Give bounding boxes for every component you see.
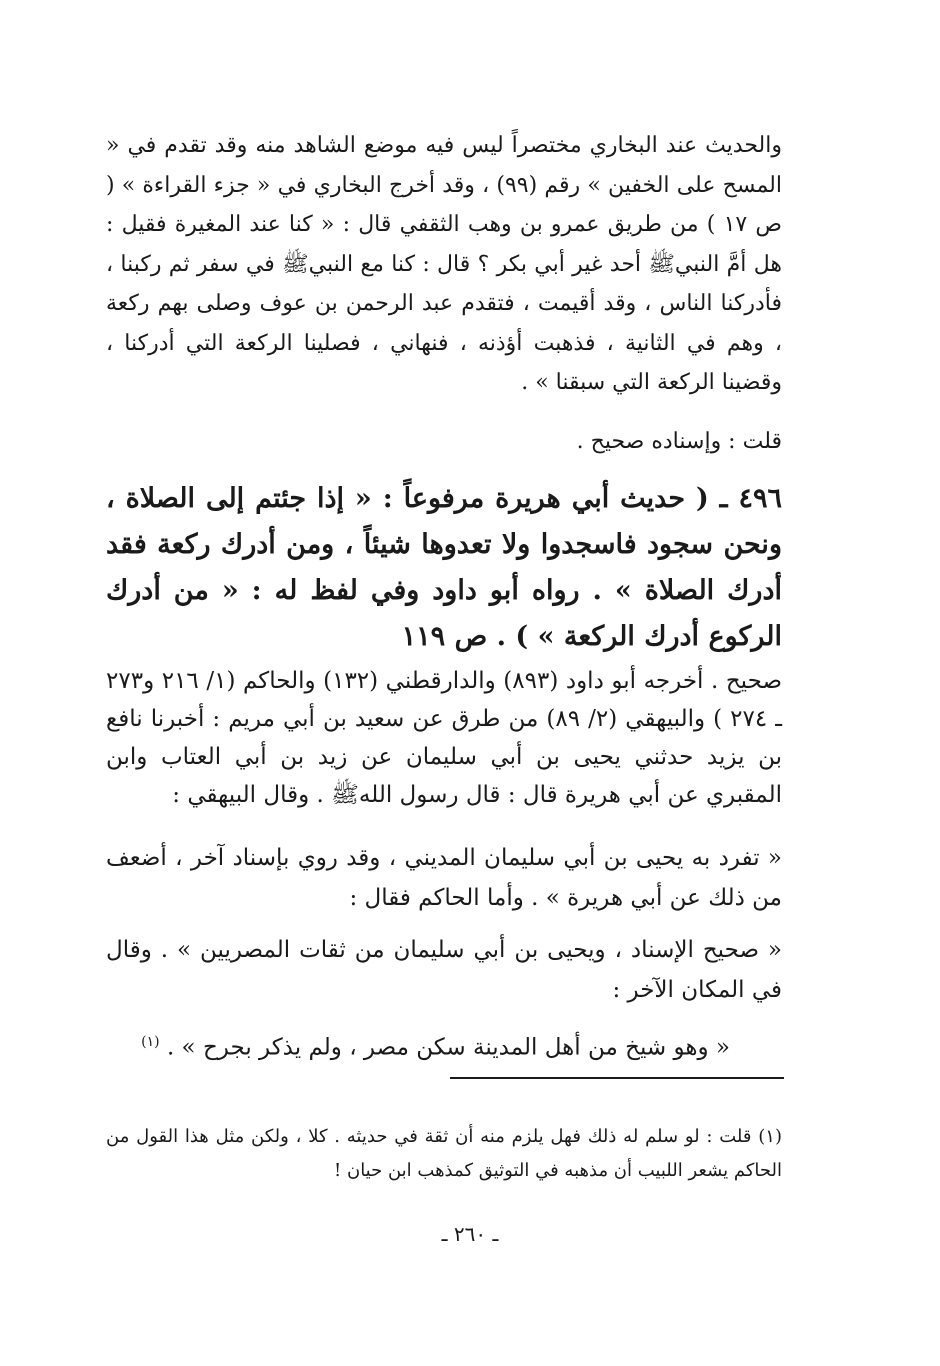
page-number: ـ ٢٦٠ ـ	[441, 1222, 499, 1246]
footnote-reference: (١)	[141, 1034, 160, 1050]
paragraph-hakim-quote: « صحيح الإسناد ، ويحيى بن أبي سليمان من ثقات المصريين » . وقال في المكان الآخر :	[106, 937, 782, 1003]
paragraph-hadith-496: ٤٩٦ ـ ( حديث أبي هريرة مرفوعاً : « إذا جئتم إلى الصلاة ، ونحن سجود فاسجدوا ولا تعدوها شيئاً ، ومن أدرك ركعة فقد أدرك الصلاة » . رواه أبو داود وفي لفظ له : « من أدرك الركوع أدرك الركعة » ) . ص ١١٩	[106, 483, 782, 652]
footnote: (١) قلت : لو سلم له ذلك فهل يلزم منه أن ثقة في حديثه . كلا ، ولكن مثل هذا القول من الحاكم يشعر اللبيب أن مذهبه في التوثيق كمذهب ابن حيان !	[106, 1126, 782, 1181]
paragraph-isnad-note: قلت : وإسناده صحيح .	[576, 429, 782, 454]
paragraph-takhrij: صحيح . أخرجه أبو داود (٨٩٣) والدارقطني (١٣٢) والحاكم (١/ ٢١٦ و٢٧٣ ـ ٢٧٤ ) والبيهقي (٢/ ٨٩) من طرق عن سعيد بن أبي مريم : أخبرنا نافع بن يزيد حدثني يحيى بن أبي سليمان عن زيد بن أبي العتاب وابن المقبري عن أبي هريرة قال : قال رسول اللهﷺ . وقال البيهقي :	[106, 668, 783, 808]
paragraph-hadith-commentary: والحديث عند البخاري مختصراً ليس فيه موضع الشاهد منه وقد تقدم في « المسح على الخفين » رقم (٩٩) ، وقد أخرج البخاري في « جزء القراءة » ( ص ١٧ ) من طريق عمرو بن وهب الثقفي قال : « كنا عند المغيرة فقيل : هل أمَّ النبيﷺ أحد غير أبي بكر ؟ قال : كنا مع النبيﷺ في سفر ثم ركبنا ، فأدركنا الناس ، وقد أقيمت ، فتقدم عبد الرحمن بن عوف وصلى بهم ركعة ، وهم في الثانية ، فذهبت أؤذنه ، فنهاني ، فصلينا الركعة التي أدركنا ، وقضينا الركعة التي سبقنا » .	[106, 133, 782, 395]
footnote-divider	[450, 1077, 784, 1079]
paragraph-bayhaqi-quote: « تفرد به يحيى بن أبي سليمان المديني ، وقد روي بإسناد آخر ، أضعف من ذلك عن أبي هريرة » . وأما الحاكم فقال :	[106, 845, 782, 911]
quote-text: « وهو شيخ من أهل المدينة سكن مصر ، ولم يذكر بجرح » .	[166, 1034, 730, 1061]
paragraph-hakim-second-quote	[130, 1022, 730, 1068]
